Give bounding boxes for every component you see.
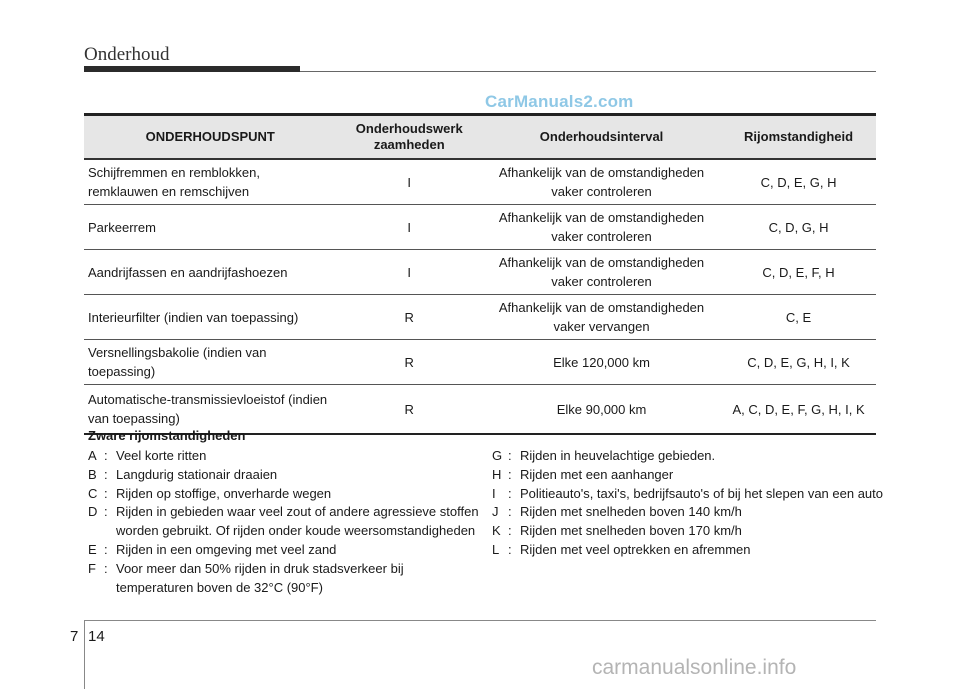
page-number: 14 bbox=[88, 628, 105, 645]
table-row bbox=[84, 205, 876, 250]
legend-key: I bbox=[492, 485, 496, 501]
cell-work: R bbox=[337, 295, 482, 340]
list-item: L : Rijden met veel optrekken en afremmen bbox=[492, 541, 884, 560]
header-rule bbox=[300, 71, 876, 72]
list-item: C : Rijden op stoffige, onverharde wegen bbox=[88, 485, 483, 504]
legend-text: Rijden in gebieden waar veel zout of andere agressieve stoffen worden gebruikt. Of rijden onder koude weersomstandigheden bbox=[116, 504, 479, 539]
list-item: I : Politieauto's, taxi's, bedrijfsauto's of bij het slepen van een auto bbox=[492, 485, 884, 504]
list-item: D : Rijden in gebieden waar veel zout of andere agressieve stoffen worden gebruikt. Of rijden onder koude weersomstandigheden bbox=[88, 503, 483, 541]
list-item: G : Rijden in heuvelachtige gebieden. bbox=[492, 447, 884, 466]
list-item: K : Rijden met snelheden boven 170 km/h bbox=[492, 522, 884, 541]
cell-work: I bbox=[337, 205, 482, 250]
severe-conditions-list-left bbox=[88, 447, 483, 597]
list-item: F : Voor meer dan 50% rijden in druk stadsverkeer bij temperaturen boven de 32°C (90°F) bbox=[88, 560, 483, 598]
legend-key: J bbox=[492, 504, 499, 520]
column-header-interval: Onderhoudsinterval bbox=[482, 115, 721, 160]
chapter-number: 7 bbox=[70, 628, 79, 645]
column-header-item: ONDERHOUDSPUNT bbox=[84, 115, 337, 160]
cell-conditions: C, D, G, H bbox=[721, 205, 876, 250]
cell-interval: Afhankelijk van de omstandigheden vaker vervangen bbox=[482, 295, 721, 340]
cell-interval: Afhankelijk van de omstandigheden vaker controleren bbox=[482, 205, 721, 250]
cell-item: Parkeerrem bbox=[84, 205, 337, 250]
cell-conditions: C, D, E, F, H bbox=[721, 250, 876, 295]
severe-conditions-list-right bbox=[492, 447, 884, 560]
header-bar bbox=[84, 66, 300, 72]
cell-item: Schijfremmen en remblokken, remklauwen en remschijven bbox=[84, 159, 337, 205]
list-item: B : Langdurig stationair draaien bbox=[88, 466, 483, 485]
legend-key: F bbox=[88, 560, 96, 576]
column-header-conditions: Rijomstandigheid bbox=[721, 115, 876, 160]
cell-item: Aandrijfassen en aandrijfashoezen bbox=[84, 250, 337, 295]
legend-key: E bbox=[88, 541, 97, 557]
cell-work: R bbox=[337, 385, 482, 435]
legend-key: A bbox=[88, 448, 97, 463]
legend-text: Veel korte ritten bbox=[116, 448, 207, 463]
list-item: E : Rijden in een omgeving met veel zand bbox=[88, 541, 483, 560]
legend-text: Rijden met snelheden boven 140 km/h bbox=[520, 504, 742, 520]
legend-text: Rijden met veel optrekken en afremmen bbox=[520, 541, 751, 557]
table-row bbox=[84, 340, 876, 385]
cell-work: I bbox=[337, 159, 482, 205]
cell-conditions: A, C, D, E, F, G, H, I, K bbox=[721, 385, 876, 435]
footer-rule bbox=[84, 620, 876, 621]
legend-key: C bbox=[88, 485, 98, 501]
legend-text: Rijden met snelheden boven 170 km/h bbox=[520, 523, 742, 539]
cell-item: Interieurfilter (indien van toepassing) bbox=[84, 295, 337, 340]
legend-text: Rijden op stoffige, onverharde wegen bbox=[116, 485, 332, 501]
legend-key: K bbox=[492, 523, 501, 539]
cell-interval: Elke 90,000 km bbox=[482, 385, 721, 435]
watermark-top: CarManuals2.com bbox=[485, 92, 634, 111]
cell-conditions: C, D, E, G, H bbox=[721, 159, 876, 205]
legend-key: D bbox=[88, 504, 98, 520]
list-item: A : Veel korte ritten bbox=[88, 447, 483, 466]
cell-interval: Afhankelijk van de omstandigheden vaker controleren bbox=[482, 159, 721, 205]
cell-interval: Elke 120,000 km bbox=[482, 340, 721, 385]
legend-key: B bbox=[88, 466, 97, 482]
table-row bbox=[84, 385, 876, 435]
maintenance-table bbox=[84, 113, 876, 435]
legend-text: Rijden in heuvelachtige gebieden. bbox=[520, 448, 716, 463]
legend-text: Langdurig stationair draaien bbox=[116, 466, 278, 482]
legend-text: Rijden in een omgeving met veel zand bbox=[116, 541, 337, 557]
cell-item: Versnellingsbakolie (indien van toepassing) bbox=[84, 340, 337, 385]
cell-interval: Afhankelijk van de omstandigheden vaker controleren bbox=[482, 250, 721, 295]
cell-item: Automatische-transmissievloeistof (indien van toepassing) bbox=[84, 385, 337, 435]
legend-text: Rijden met een aanhanger bbox=[520, 466, 674, 482]
legend-text: Politieauto's, taxi's, bedrijfsauto's of bij het slepen van een auto bbox=[520, 485, 884, 501]
column-header-work: Onderhoudswerk zaamheden bbox=[337, 115, 482, 160]
list-item: H : Rijden met een aanhanger bbox=[492, 466, 884, 485]
page-header-title: Onderhoud bbox=[84, 44, 170, 65]
table-row bbox=[84, 159, 876, 205]
table-row bbox=[84, 295, 876, 340]
table-header-row bbox=[84, 115, 876, 160]
cell-conditions: C, E bbox=[721, 295, 876, 340]
cell-work: I bbox=[337, 250, 482, 295]
table-row bbox=[84, 250, 876, 295]
cell-conditions: C, D, E, G, H, I, K bbox=[721, 340, 876, 385]
list-item: J : Rijden met snelheden boven 140 km/h bbox=[492, 503, 884, 522]
legend-key: L bbox=[492, 541, 500, 557]
cell-work: R bbox=[337, 340, 482, 385]
legend-key: H bbox=[492, 466, 502, 482]
severe-conditions-title: Zware rijomstandigheden bbox=[88, 428, 246, 443]
legend-key: G bbox=[492, 448, 503, 463]
watermark-bottom: carmanualsonline.info bbox=[592, 656, 797, 679]
legend-text: Voor meer dan 50% rijden in druk stadsverkeer bij temperaturen boven de 32°C (90°F) bbox=[116, 560, 404, 595]
footer-divider bbox=[84, 620, 85, 689]
